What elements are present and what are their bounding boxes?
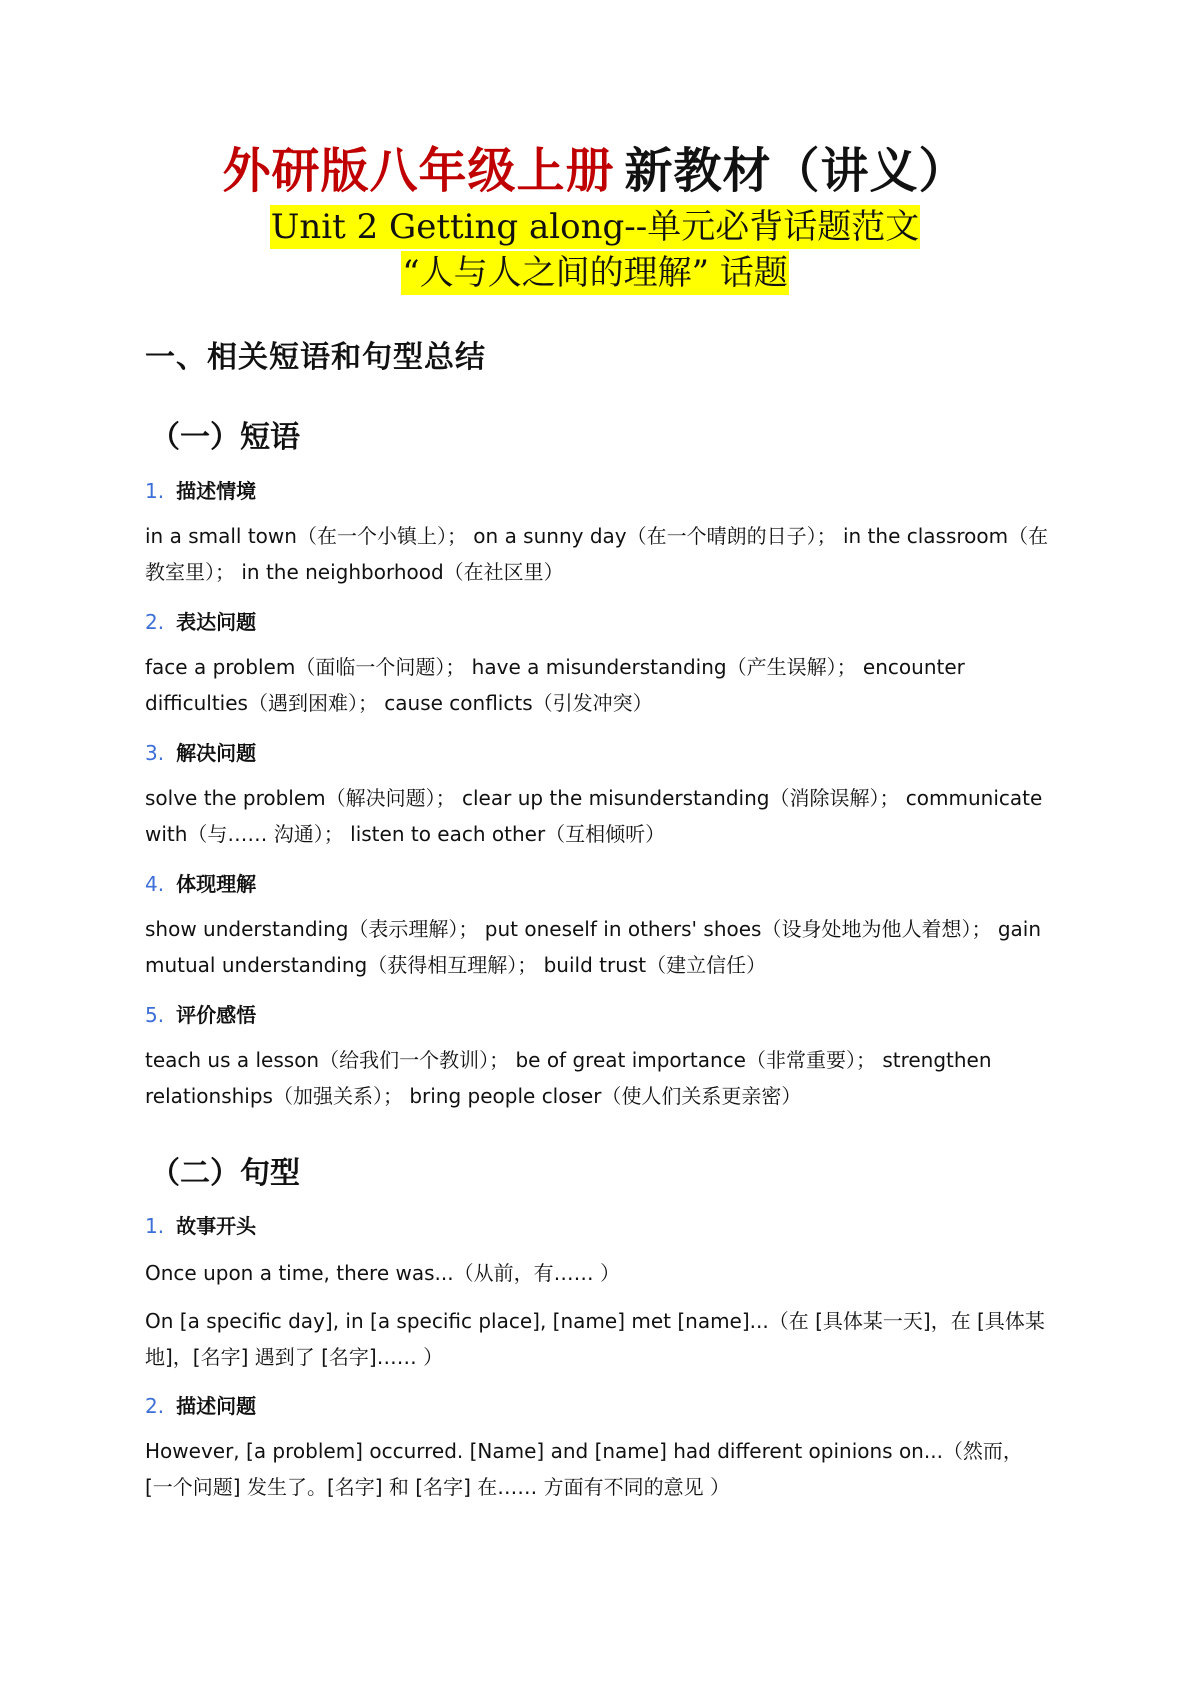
title-block <box>0 140 1190 296</box>
item-label: 描述情境 <box>176 479 257 503</box>
item-number: 4. <box>145 872 165 896</box>
section-heading: 一、相关短语和句型总结 <box>145 340 486 375</box>
subtitle-line-1 <box>0 204 1190 250</box>
item-label: 描述问题 <box>176 1394 257 1418</box>
sentence-item-head <box>145 1210 256 1239</box>
item-label: 评价感悟 <box>176 1003 257 1027</box>
title-black-part: 新教材（讲义） <box>624 143 968 199</box>
item-number: 1. <box>145 479 165 503</box>
sentences-heading: （二）句型 <box>150 1156 300 1191</box>
phrase-item-text: show understanding（表示理解）； put oneself in others' shoes（设身处地为他人着想）； gain mutual understanding（获得相互理解）； build trust（建立信任） <box>145 917 1042 977</box>
phrase-item-text: face a problem（面临一个问题）； have a misunderstanding（产生误解）； encounter difficulties（遇到困难）； cause conflicts（引发冲突） <box>145 655 965 715</box>
item-number: 3. <box>145 741 165 765</box>
item-label: 体现理解 <box>176 872 257 896</box>
phrase-item-text: solve the problem（解决问题）； clear up the misunderstanding（消除误解）； communicate with（与…… 沟通）； listen to each other（互相倾听） <box>145 786 1043 846</box>
item-number: 1. <box>145 1214 165 1238</box>
item-label: 表达问题 <box>176 610 257 634</box>
title-red-part: 外研版八年级上册 <box>222 143 615 199</box>
item-number: 2. <box>145 1394 165 1418</box>
item-number: 2. <box>145 610 165 634</box>
phrase-item-head <box>145 868 256 897</box>
sentence-pattern: However, [a problem] occurred. [Name] and [name] had different opinions on...（然而，[一个问题] 发生了。[名字] 和 [名字] 在…… 方面有不同的意见 ） <box>145 1439 1023 1499</box>
item-number: 5. <box>145 1003 165 1027</box>
phrase-item-text: in a small town（在一个小镇上）； on a sunny day（在一个晴朗的日子）； in the classroom（在教室里）； in the neighborhood（在社区里） <box>145 524 1049 584</box>
subtitle-highlight-1: Unit 2 Getting along--单元必背话题范文 <box>270 207 920 247</box>
sentence-pattern: On [a specific day], in [a specific place], [name] met [name]...（在 [具体某一天]，在 [具体某地]，[名字] 遇到了 [名字]…… ） <box>145 1309 1045 1369</box>
phrase-item-head <box>145 475 256 504</box>
subtitle-highlight-2: “人与人之间的理解” 话题 <box>402 253 788 293</box>
phrase-item-text: teach us a lesson（给我们一个教训）； be of great importance（非常重要）； strengthen relationships（加强关系）； bring people closer（使人们关系更亲密） <box>145 1048 992 1108</box>
sentence-pattern: Once upon a time, there was...（从前，有…… ） <box>145 1261 620 1285</box>
subtitle-line-2 <box>0 250 1190 296</box>
phrase-item-head <box>145 999 256 1028</box>
item-label: 解决问题 <box>176 741 257 765</box>
document-title <box>0 140 1190 202</box>
sentence-item-head <box>145 1390 256 1419</box>
item-label: 故事开头 <box>176 1214 257 1238</box>
phrase-item-head <box>145 606 256 635</box>
phrases-heading: （一）短语 <box>150 420 300 455</box>
phrase-item-head <box>145 737 256 766</box>
